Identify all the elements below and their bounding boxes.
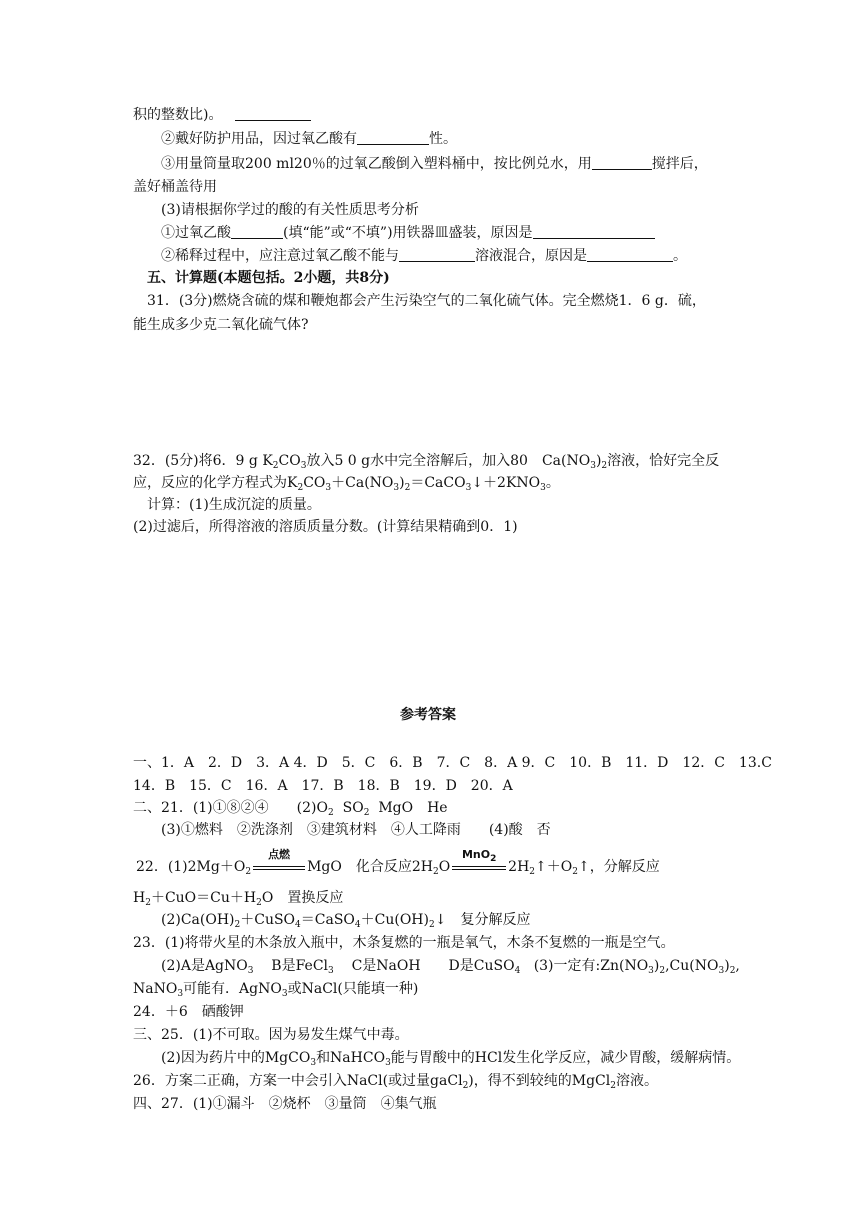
answer-line: (2)A是AgNO$_3$ B是FeCl$_3$ C是NaOH D是CuSO$_4$ (3)一定有$:Zn(NO_3)_2,Cu(NO_3)_2$, (161, 958, 740, 976)
answer-line: $H_2+CuO=Cu+H_2O$ 置换反应 (133, 890, 344, 908)
section-title: 五、计算题(本题包括。2小题，共8分) (147, 270, 390, 286)
answer-line: (2)因为药片中的MgCO$_3$和NaHCO$_3$能与胃酸中的HCl发生化学反应，减少胃酸，缓解病情。 (161, 1050, 741, 1068)
answer-line: 23．(1)将带火星的木条放入瓶中，木条复燃的一瓶是氧气，木条不复燃的一瓶是空气。 (133, 935, 675, 951)
answer-blank (235, 106, 311, 121)
answer-line: 一、1．A 2．D 3．A 4．D 5．C 6．B 7．C 8．A 9．C 10．B 11．D 12．C 13.C (133, 755, 772, 771)
answer-line: 二、21．(1)①⑧②④ $(2)O_2$ $SO_2$ MgO He (133, 800, 448, 818)
q30-line3: ③用量筒量取200 ml20％的过氧乙酸倒入塑料桶中，按比例兑水，用 搅拌后， (161, 156, 708, 172)
answer-blank (592, 155, 652, 170)
q30-line4: 盖好桶盖待用 (133, 179, 217, 195)
answer-line: NaNO$_3$可能有．AgNO$_3$或NaCl(只能填一种) (133, 981, 419, 999)
q31-line2: 能生成多少克二氧化硫气体? (133, 317, 309, 333)
q30-line2: ②戴好防护用品，因过氧乙酸有 性。 (161, 131, 457, 147)
q32-line2: 应，反应的化学方程式为$K_2CO_3+Ca(NO_3)_2=CaCO_3↓+2KNO_3$。 (133, 475, 560, 493)
reaction-condition-arrow: 点燃 (251, 859, 307, 873)
answer-line: 24．＋6 硒酸钾 (133, 1004, 244, 1020)
answer-line: $(2)Ca(OH)_2+CuSO_4=CaSO_4+Cu(OH)_2↓$ 复分解反应 (161, 912, 531, 930)
reaction-condition-arrow: MnO$_2$ (450, 859, 508, 873)
q32-line4: (2)过滤后，所得溶液的溶质质量分数。(计算结果精确到0．1) (133, 519, 518, 535)
answer-blank (587, 247, 673, 262)
q30-line1: 积的整数比)。 (133, 106, 311, 124)
answer-line: 14．B 15．C 16．A 17．B 18．B 19．D 20．A (133, 778, 513, 794)
answer-blank (533, 224, 655, 239)
answer-line: 26．方案二正确，方案一中会引入NaCl(或过量gaCl$_2$)，得不到较纯的MgCl$_2$溶液。 (133, 1073, 658, 1091)
q30-line6: ①过氧乙酸 (填“能”或“不填”)用铁器皿盛装，原因是 (161, 224, 655, 242)
q30-line7: ②稀释过程中，应注意过氧乙酸不能与 溶液混合，原因是 。 (161, 248, 687, 264)
q30-line5: (3)请根据你学过的酸的有关性质思考分析 (161, 202, 419, 218)
q31-line1: 31．(3分)燃烧含硫的煤和鞭炮都会产生污染空气的二氧化硫气体。完全燃烧1．6 g．硫， (147, 293, 706, 309)
answer-line: 四、27．(1)①漏斗 ②烧杯 ③量筒 ④集气瓶 (133, 1096, 437, 1112)
answer-line-22: 22．$(1)2Mg+O_2$ 点燃 MgO 化合反应$2H_2O$ MnO$_2$ $2H_2↑+O_2↑$，分解反应 (136, 848, 660, 877)
answers-title: 参考答案 (400, 707, 456, 723)
answer-line: 三、25．(1)不可取。因为易发生煤气中毒。 (133, 1027, 409, 1043)
answer-blank (399, 247, 475, 262)
answer-blank (357, 130, 429, 145)
answer-line: (3)①燃料 ②洗涤剂 ③建筑材料 ④人工降雨 (4)酸 否 (161, 822, 551, 838)
q32-line3: 计算：(1)生成沉淀的质量。 (147, 497, 321, 513)
q32-line1: 32．(5分)将6．9 g $K_2CO_3$放入5 0 g水中完全溶解后，加入80 $Ca(NO_3)_2$溶液，恰好完全反 (133, 453, 720, 471)
answer-blank (231, 224, 283, 239)
